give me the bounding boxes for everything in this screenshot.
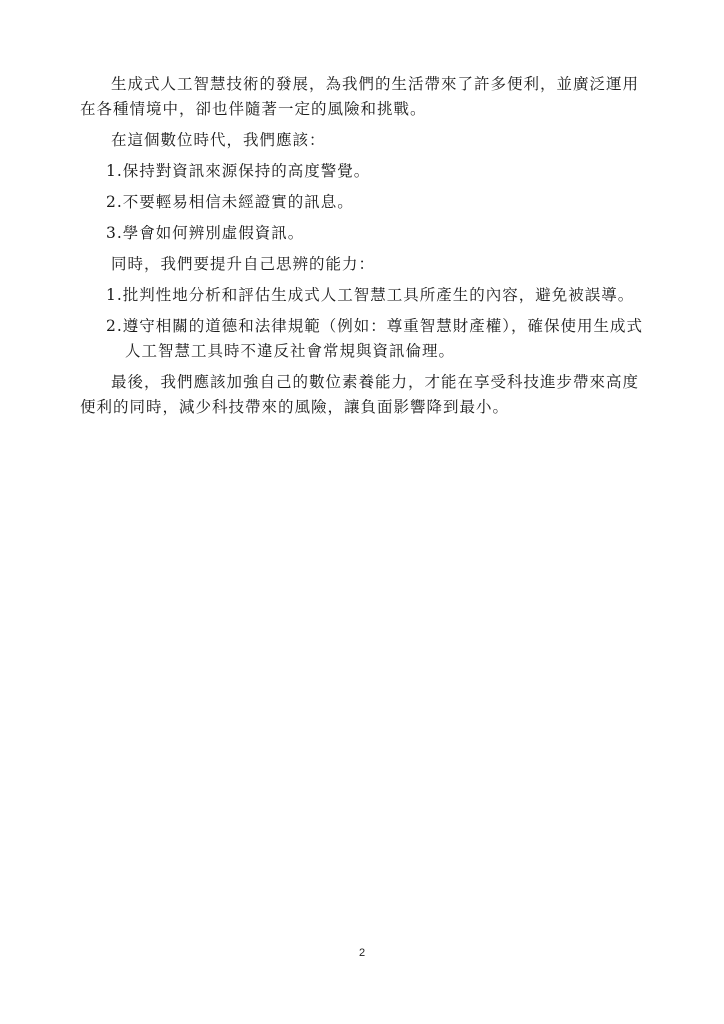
- list-item: 1.批判性地分析和評估生成式人工智慧工具所產生的內容，避免被誤導。: [106, 286, 635, 304]
- conclusion-paragraph: 最後，我們應該加強自己的數位素養能力，才能在享受科技進步帶來高度便利的同時，減少科技帶來的風險，讓負面影響降到最小。: [80, 373, 640, 416]
- lead-in-paragraph-2: 同時，我們要提升自己思辨的能力：: [111, 255, 376, 273]
- page-number: 2: [358, 947, 366, 959]
- list-item: 3.學會如何辨別虛假資訊。: [106, 224, 305, 242]
- list-item: 2.遵守相關的道德和法律規範（例如：尊重智慧財產權），確保使用生成式人工智慧工具時不違反社會常規與資訊倫理。: [106, 317, 644, 360]
- list-item: 2.不要輕易相信未經證實的訊息。: [106, 193, 354, 211]
- document-body: [80, 72, 646, 426]
- lead-in-paragraph-1: 在這個數位時代，我們應該：: [111, 131, 326, 149]
- intro-paragraph: 生成式人工智慧技術的發展，為我們的生活帶來了許多便利，並廣泛運用在各種情境中，卻也伴隨著一定的風險和挑戰。: [80, 75, 640, 118]
- list-item: 1.保持對資訊來源保持的高度警覺。: [106, 162, 371, 180]
